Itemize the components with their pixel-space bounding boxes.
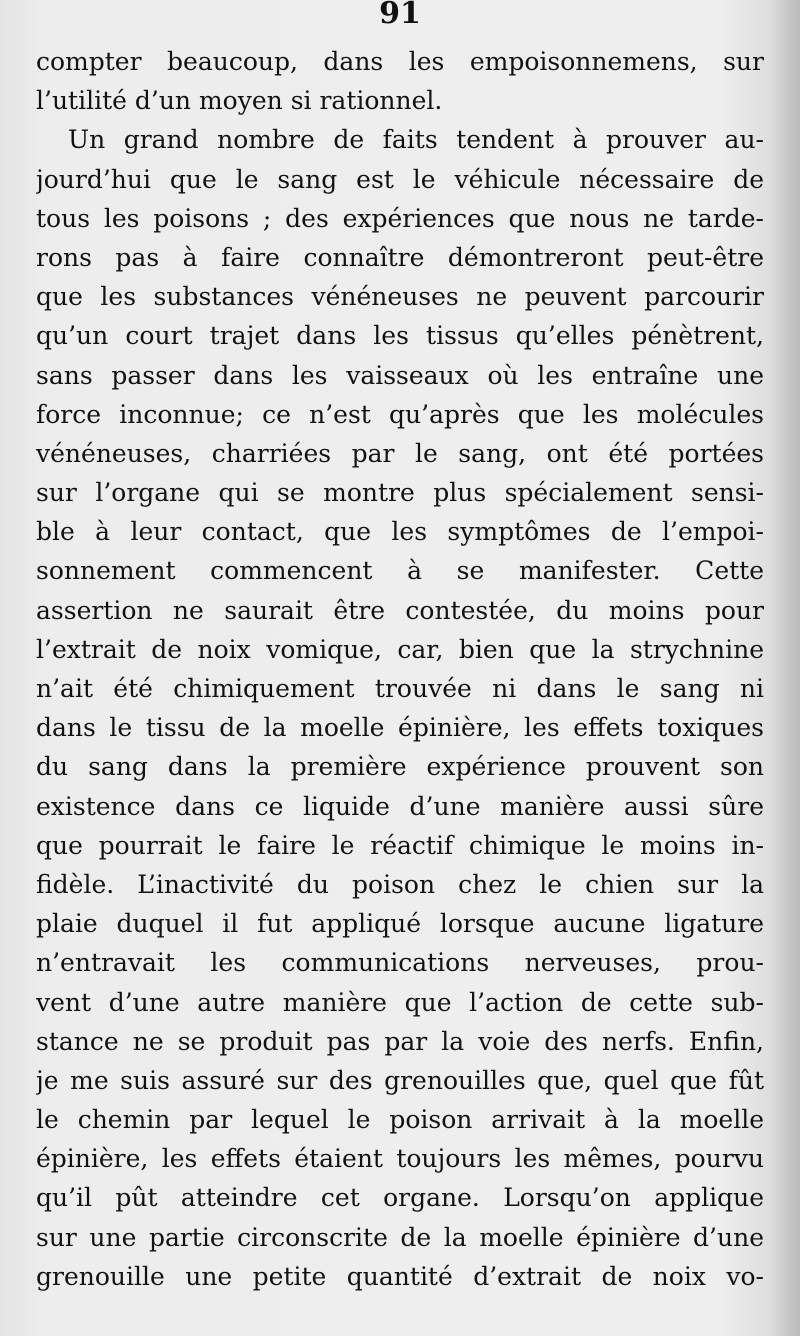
page-edge-shadow	[770, 0, 800, 1336]
text-line: l’utilité d’un moyen si rationnel.	[36, 86, 443, 116]
text-line: qu’il pût atteindre cet organe. Lorsqu’on applique	[36, 1183, 764, 1213]
text-line: compter beaucoup, dans les empoisonnemens, sur	[36, 47, 764, 76]
text-line: du sang dans la première expérience prouvent son	[36, 752, 764, 782]
text-line: force inconnue; ce n’est qu’après que les molécules	[36, 399, 764, 429]
text-line: n’entravait les communications nerveuses, prou-	[36, 948, 764, 978]
text-line: l’extrait de noix vomique, car, bien que la strychnine	[36, 634, 764, 664]
text-line: sur l’organe qui se montre plus spécialement sensi-	[36, 478, 764, 508]
text-line: que les substances vénéneuses ne peuvent parcourir	[36, 282, 764, 312]
text-line: je me suis assuré sur des grenouilles que, quel que fût	[36, 1065, 764, 1095]
text-line: stance ne se produit pas par la voie des nerfs. Enfin,	[36, 1026, 764, 1056]
text-line: tous les poisons ; des expériences que nous ne tarde-	[36, 203, 764, 233]
page-number: 91	[379, 0, 421, 31]
text-line: qu’un court trajet dans les tissus qu’elles pénètrent,	[36, 321, 764, 351]
text-line: vénéneuses, charriées par le sang, ont été portées	[36, 438, 764, 468]
text-line: fidèle. L’inactivité du poison chez le chien sur la	[36, 869, 764, 899]
text-line: rons pas à faire connaître démontreront peut-être	[36, 242, 764, 272]
body-text	[36, 42, 764, 1296]
text-line: vent d’une autre manière que l’action de cette sub-	[36, 987, 764, 1017]
text-line: sans passer dans les vaisseaux où les entraîne une	[36, 360, 764, 390]
text-line: que pourrait le faire le réactif chimique le moins in-	[36, 830, 764, 860]
text-line: plaie duquel il fut appliqué lorsque aucune ligature	[36, 909, 764, 939]
text-line: jourd’hui que le sang est le véhicule nécessaire de	[36, 164, 764, 194]
text-line: grenouille une petite quantité d’extrait de noix vo-	[36, 1261, 764, 1291]
text-line: Un grand nombre de faits tendent à prouver au-	[68, 125, 764, 155]
text-line: assertion ne saurait être contestée, du moins pour	[36, 595, 764, 625]
text-line: sonnement commencent à se manifester. Cette	[36, 556, 764, 586]
text-line: ble à leur contact, que les symptômes de l’empoi-	[36, 517, 764, 547]
text-line: existence dans ce liquide d’une manière aussi sûre	[36, 791, 764, 821]
text-line: le chemin par lequel le poison arrivait à la moelle	[36, 1105, 764, 1135]
text-line: sur une partie circonscrite de la moelle épinière d’une	[36, 1222, 764, 1252]
text-line: n’ait été chimiquement trouvée ni dans le sang ni	[36, 674, 764, 703]
text-line: épinière, les effets étaient toujours les mêmes, pourvu	[36, 1144, 764, 1174]
text-line: dans le tissu de la moelle épinière, les effets toxiques	[36, 713, 764, 743]
